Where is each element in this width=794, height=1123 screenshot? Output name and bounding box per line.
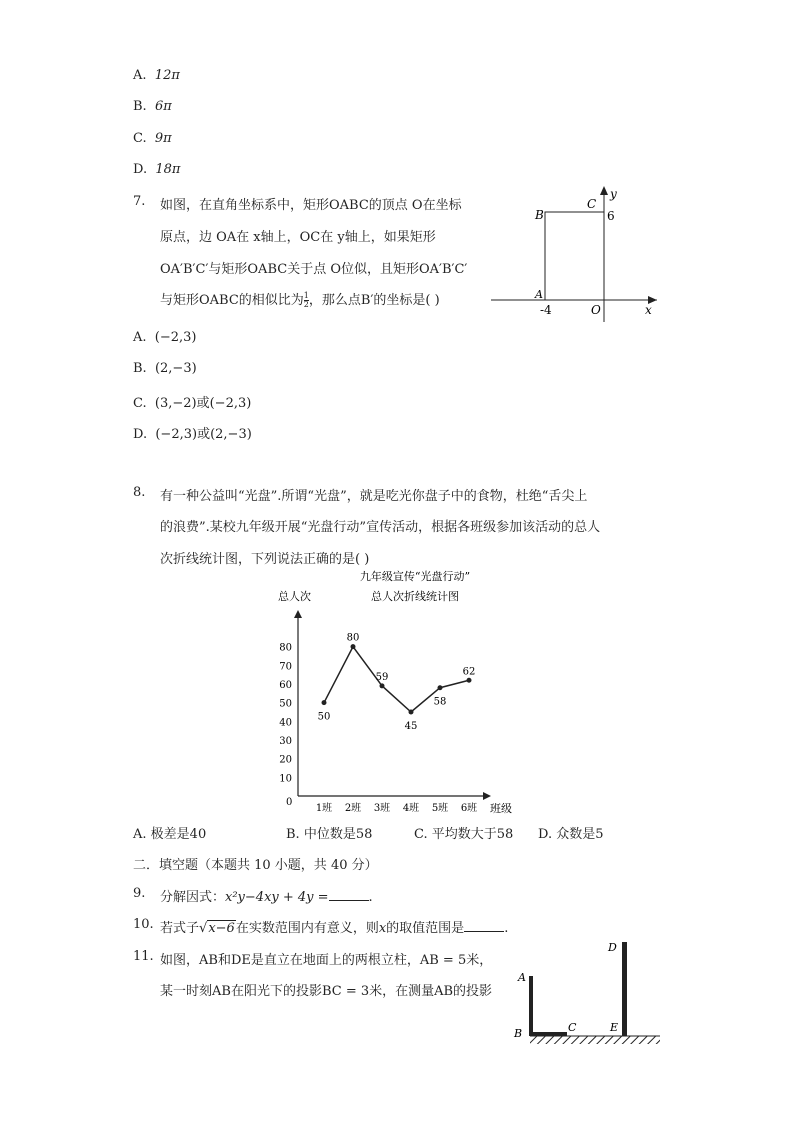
chart-x-tick-label: 3班 — [373, 803, 391, 814]
q7-line-3: OA′B′C′与矩形OABC关于点 O位似，且矩形OA′B′C′ — [160, 262, 468, 277]
chart-y-tick-label: 10 — [279, 773, 292, 785]
q8-number: 8. — [133, 485, 146, 500]
y-axis-arrow — [600, 186, 608, 195]
chart-data-point — [351, 644, 356, 649]
ground-hatching — [530, 1036, 660, 1044]
q6-option-d[interactable]: D. 18π — [133, 162, 181, 177]
q7-option-d[interactable]: D. (−2,3)或(2,−3) — [133, 427, 252, 442]
answer-blank[interactable] — [464, 921, 504, 932]
chart-y-tick-label: 40 — [279, 717, 292, 729]
chart-series — [318, 633, 476, 732]
label-y: y — [610, 187, 617, 201]
chart-data-point — [467, 678, 472, 683]
chart-y-axis-arrow — [294, 610, 302, 618]
chart-data-label: 59 — [375, 671, 389, 683]
chart-series-line — [324, 647, 469, 712]
chart-y-label: 总人次 — [278, 590, 311, 603]
label-c: C — [568, 1021, 577, 1034]
q8-line-2: 的浪费”.某校九年级开展“光盘行动”宣传活动，根据各班级参加该活动的总人 — [160, 520, 601, 535]
q8-option-a[interactable]: A. 极差是40 — [133, 827, 207, 842]
chart-y-tick-label: 80 — [279, 642, 292, 654]
q7-line-2: 原点，边 OA在 x轴上，OC在 y轴上，如果矩形 — [160, 230, 436, 245]
q11-number: 11. — [133, 949, 154, 964]
chart-y-tick-label: 60 — [279, 680, 292, 691]
shadow-bc — [529, 1032, 567, 1036]
label-minus4: -4 — [540, 303, 552, 317]
label-b: B — [535, 208, 544, 222]
chart-x-tick-label: 5班 — [431, 803, 449, 814]
chart-data-label: 62 — [462, 666, 476, 678]
q11-line-2: 某一时刻AB在阳光下的投影BC = 3米，在测量AB的投影 — [160, 984, 493, 999]
chart-data-label: 45 — [404, 721, 418, 732]
label-b: B — [514, 1027, 523, 1040]
q7-line-1: 如图，在直角坐标系中，矩形OABC的顶点 O在坐标 — [160, 198, 462, 213]
chart-y-tick-label: 20 — [279, 754, 292, 766]
chart-title: 九年级宣传“光盘行动” — [359, 570, 471, 583]
fraction: $\frac{1}{2}$ — [303, 291, 309, 309]
pillar-ab — [529, 976, 533, 1036]
pillar-de — [622, 942, 627, 1036]
chart-y-tick-label: 50 — [279, 698, 292, 710]
q6-option-c[interactable]: C. 9π — [133, 131, 172, 146]
chart-data-label: 50 — [317, 711, 331, 723]
chart-subtitle: 总人次折线统计图 — [371, 590, 459, 603]
label-a: A — [535, 288, 543, 301]
q7-option-c[interactable]: C. (3,−2)或(−2,3) — [133, 396, 252, 411]
label-x: x — [645, 303, 652, 317]
chart-x-axis-arrow — [483, 792, 491, 800]
q6-option-b[interactable]: B. 6π — [133, 99, 172, 114]
q7-line-4: 与矩形OABC的相似比为 $\frac{1}{2}$ ，那么点B′的坐标是( ) — [160, 291, 440, 309]
chart-data-label: 80 — [346, 632, 360, 644]
chart-x-tick-label: 2班 — [344, 803, 362, 814]
q6-option-a[interactable]: A. 12π — [133, 68, 180, 83]
chart-y-tick-label: 30 — [279, 736, 292, 747]
chart-data-label: 58 — [433, 696, 447, 708]
rectangle-oabc — [545, 212, 604, 300]
q8-line-1: 有一种公益叫“光盘”.所谓“光盘”，就是吃光你盘子中的食物，杜绝“舌尖上 — [160, 489, 588, 504]
q11-line-1: 如图，AB和DE是直立在地面上的两根立柱，AB = 5米， — [160, 953, 493, 968]
label-d: D — [608, 941, 617, 954]
chart-y-tick-label: 70 — [279, 661, 292, 673]
label-six: 6 — [607, 209, 615, 223]
q7-number: 7. — [133, 194, 146, 209]
answer-blank[interactable] — [329, 890, 369, 901]
q9-text: 分解因式：x²y−4xy + 4y = . — [160, 890, 373, 905]
q7-option-a[interactable]: A. (−2,3) — [133, 330, 197, 345]
chart-data-point — [322, 700, 327, 705]
q10-number: 10. — [133, 917, 154, 932]
q8-line-chart — [270, 566, 530, 821]
chart-origin-label: 0 — [286, 797, 293, 808]
q10-text: 若式子√x−6在实数范围内有意义，则x的取值范围是 . — [160, 921, 509, 936]
label-e: E — [610, 1021, 619, 1034]
section-heading: 二．填空题（本题共 10 小题，共 40 分） — [133, 858, 378, 873]
chart-x-tick-label: 1班 — [315, 803, 333, 814]
q7-coordinate-figure — [485, 182, 665, 327]
chart-y-ticks — [279, 643, 292, 785]
q9-number: 9. — [133, 886, 146, 901]
q8-line-3: 次折线统计图，下列说法正确的是( ) — [160, 552, 370, 567]
chart-x-tick-label: 4班 — [402, 803, 420, 814]
chart-x-label: 班级 — [490, 802, 512, 815]
chart-data-point — [438, 685, 443, 690]
chart-data-point — [409, 710, 414, 715]
q7-option-b[interactable]: B. (2,−3) — [133, 361, 197, 376]
label-c: C — [587, 197, 597, 211]
q11-pillar-figure — [510, 935, 665, 1050]
chart-x-tick-label: 6班 — [460, 803, 478, 814]
q8-option-b[interactable]: B. 中位数是58 — [286, 827, 373, 842]
q8-option-d[interactable]: D. 众数是5 — [538, 827, 604, 842]
label-a: A — [518, 971, 526, 984]
q8-option-c[interactable]: C. 平均数大于58 — [414, 827, 514, 842]
chart-data-point — [380, 683, 385, 688]
chart-x-ticks — [316, 801, 477, 814]
label-o: O — [591, 303, 601, 317]
